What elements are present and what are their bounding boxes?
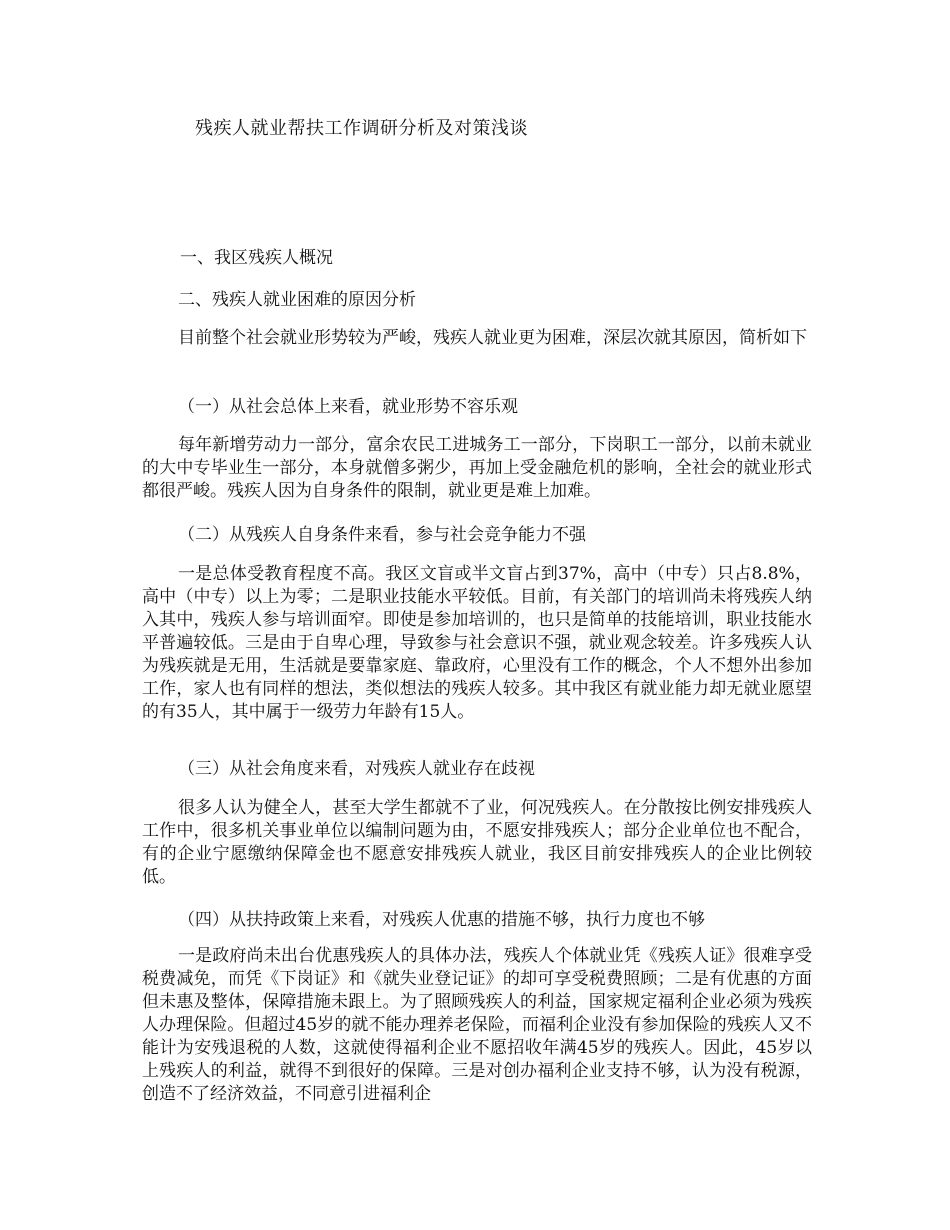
paragraph-2: 一是总体受教育程度不高。我区文盲或半文盲占到37%，高中（中专）只占8.8%，高中（中专）以上为零；二是职业技能水平较低。目前，有关部门的培训尚未将残疾人纳入其中，残疾人参与培训面窄。即使是参加培训的，也只是简单的技能培训，职业技能水平普遍较低。三是由于自卑心理，导致参与社会意识不强，就业观念较差。许多残疾人认为残疾就是无用，生活就是要靠家庭、靠政府，心里没有工作的概念，个人不想外出参加工作，家人也有同样的想法，类似想法的残疾人较多。其中我区有就业能力却无就业愿望的有35人，其中属于一级劳力年龄有15人。 (142, 564, 812, 722)
section-heading-2: 二、残疾人就业困难的原因分析 (178, 290, 416, 310)
subsection-heading-2: （二）从残疾人自身条件来看，参与社会竞争能力不强 (178, 525, 586, 545)
paragraph-intro: 目前整个社会就业形势较为严峻，残疾人就业更为困难，深层次就其原因，简析如下 (178, 328, 807, 348)
section-heading-1: 一、我区残疾人概况 (180, 248, 333, 268)
paragraph-1: 每年新增劳动力一部分，富余农民工进城务工一部分，下岗职工一部分，以前未就业的大中专毕业生一部分，本身就僧多粥少，再加上受金融危机的影响，全社会的就业形式都很严峻。残疾人因为自身条件的限制，就业更是难上加难。 (142, 435, 812, 501)
document-title: 残疾人就业帮扶工作调研分析及对策浅谈 (195, 118, 528, 139)
paragraph-4: 一是政府尚未出台优惠残疾人的具体办法，残疾人个体就业凭《残疾人证》很难享受税费减免，而凭《下岗证》和《就失业登记证》的却可享受税费照顾；二是有优惠的方面但未惠及整体，保障措施未跟上。为了照顾残疾人的利益，国家规定福利企业必须为残疾人办理保险。但超过45岁的就不能办理养老保险，而福利企业没有参加保险的残疾人又不能计为安残退税的人数，这就使得福利企业不愿招收年满45岁的残疾人。因此，45岁以上残疾人的利益，就得不到很好的保障。三是对创办福利企业支持不够，认为没有税源，创造不了经济效益，不同意引进福利企 (142, 946, 812, 1104)
subsection-heading-4: （四）从扶持政策上来看，对残疾人优惠的措施不够，执行力度也不够 (178, 910, 705, 930)
paragraph-3: 很多人认为健全人，甚至大学生都就不了业，何况残疾人。在分散按比例安排残疾人工作中，很多机关事业单位以编制问题为由，不愿安排残疾人；部分企业单位也不配合，有的企业宁愿缴纳保障金也不愿意安排残疾人就业，我区目前安排残疾人的企业比例较低。 (142, 798, 812, 887)
subsection-heading-3: （三）从社会角度来看，对残疾人就业存在歧视 (178, 759, 535, 779)
subsection-heading-1: （一）从社会总体上来看，就业形势不容乐观 (178, 397, 518, 417)
